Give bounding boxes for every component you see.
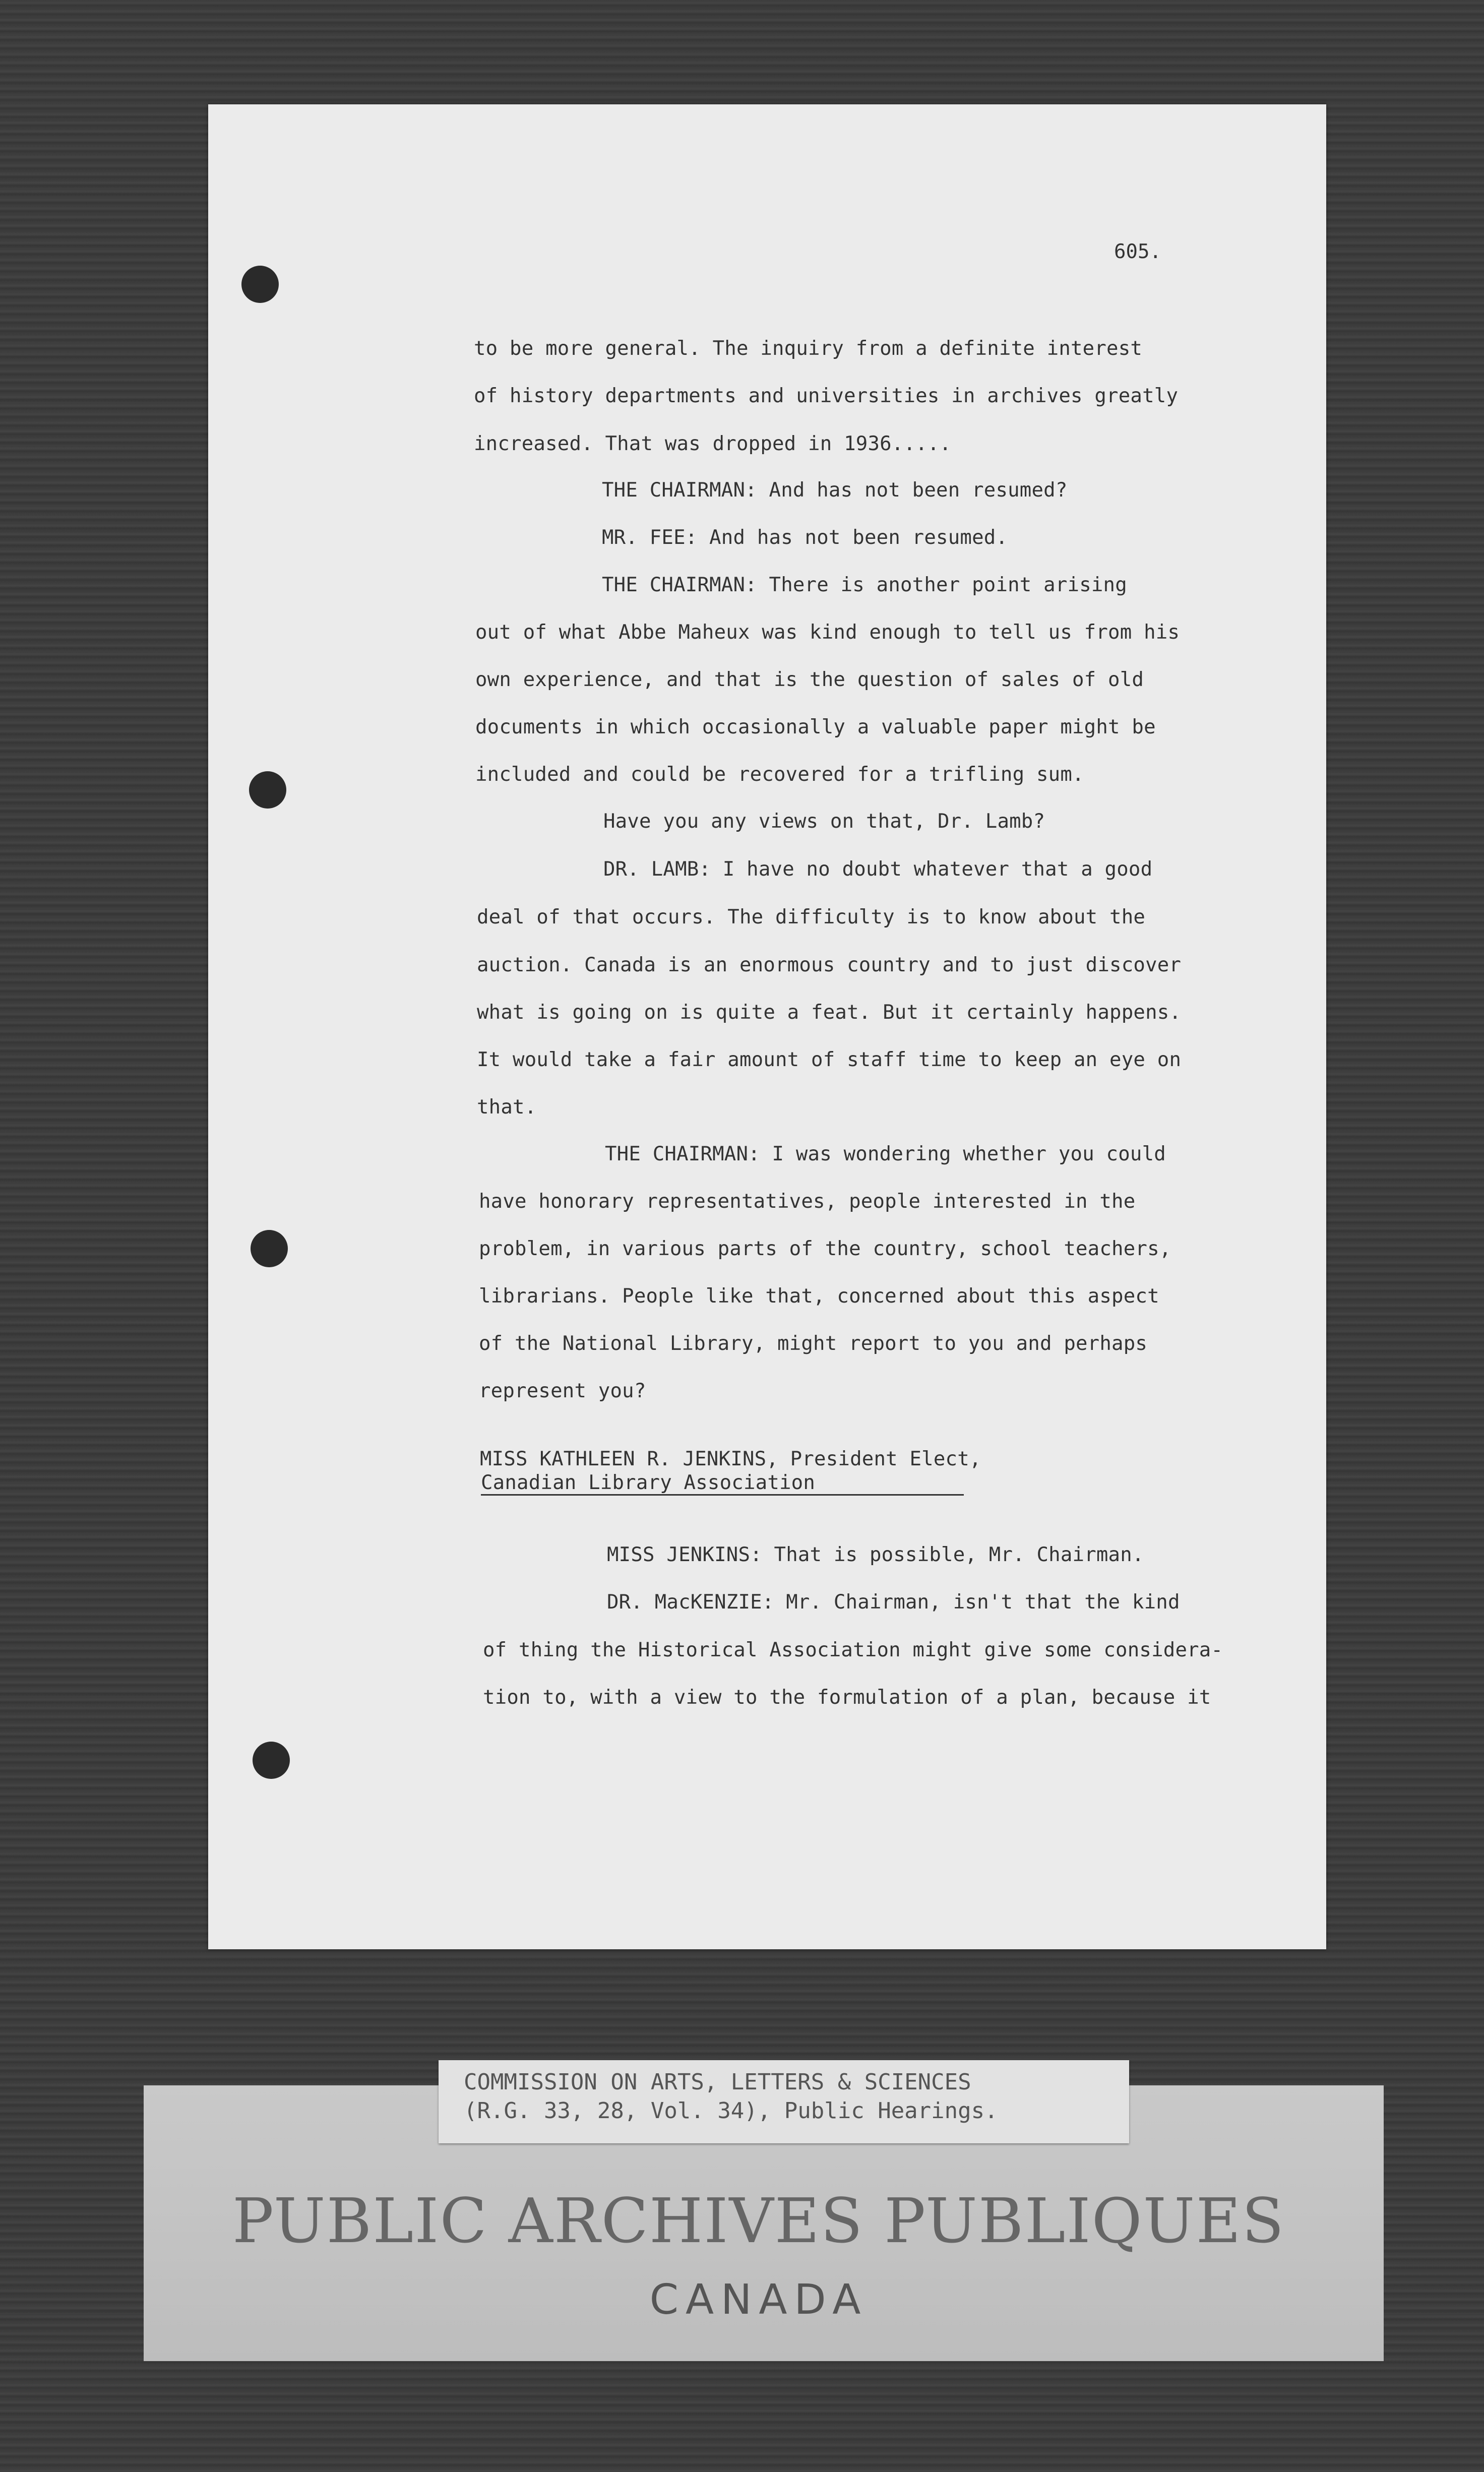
text-line: deal of that occurs. The difficulty is to know about the (477, 906, 1146, 929)
witness-heading: MISS KATHLEEN R. JENKINS, President Elect, (480, 1448, 981, 1470)
text-line: It would take a fair amount of staff time to keep an eye on (477, 1048, 1182, 1071)
page-number: 605. (1114, 240, 1161, 263)
text-line: increased. That was dropped in 1936..... (474, 432, 952, 455)
text-line: documents in which occasionally a valuable paper might be (475, 716, 1156, 738)
text-line: problem, in various parts of the country, school teachers, (479, 1238, 1171, 1260)
text-line: auction. Canada is an enormous country and to just discover (477, 954, 1182, 976)
punch-hole (251, 1230, 288, 1267)
speaker-line: DR. LAMB: I have no doubt whatever that a good (603, 858, 1153, 881)
text-line: represent you? (479, 1380, 646, 1402)
document-page (208, 104, 1326, 1949)
punch-hole (249, 771, 286, 809)
text-line: what is going on is quite a feat. But it certainly happens. (477, 1001, 1182, 1024)
archive-reference-card (439, 2060, 1129, 2143)
punch-hole (241, 266, 279, 303)
speaker-line: MR. FEE: And has not been resumed. (602, 526, 1008, 549)
archive-stamp-title: PUBLIC ARCHIVES PUBLIQUES (232, 2185, 1285, 2257)
speaker-line: THE CHAIRMAN: There is another point arising (602, 574, 1127, 596)
text-line: of history departments and universities in archives greatly (474, 385, 1179, 407)
text-line: of the National Library, might report to you and perhaps (479, 1332, 1148, 1355)
speaker-line: DR. MacKENZIE: Mr. Chairman, isn't that the kind (607, 1591, 1180, 1614)
text-line: own experience, and that is the question of sales of old (475, 668, 1144, 691)
archive-volume: (R.G. 33, 28, Vol. 34), Public Hearings. (464, 2098, 998, 2124)
text-line: tion to, with a view to the formulation of a plan, because it (483, 1686, 1211, 1709)
text-line: have honorary representatives, people interested in the (479, 1190, 1136, 1213)
text-line: out of what Abbe Maheux was kind enough to tell us from his (475, 621, 1180, 644)
archive-stamp-country: CANADA (649, 2276, 868, 2324)
text-line: to be more general. The inquiry from a definite interest (474, 337, 1143, 360)
speaker-line: THE CHAIRMAN: And has not been resumed? (602, 479, 1068, 502)
text-line: included and could be recovered for a trifling sum. (475, 763, 1084, 786)
text-line: Have you any views on that, Dr. Lamb? (603, 810, 1045, 833)
speaker-line: MISS JENKINS: That is possible, Mr. Chairman. (607, 1543, 1144, 1566)
punch-hole (253, 1742, 290, 1779)
text-line: librarians. People like that, concerned about this aspect (479, 1285, 1159, 1308)
heading-underline (481, 1494, 964, 1496)
witness-affiliation: Canadian Library Association (481, 1471, 816, 1494)
text-line: of thing the Historical Association might give some considera- (483, 1639, 1223, 1661)
archive-collection: COMMISSION ON ARTS, LETTERS & SCIENCES (464, 2069, 971, 2095)
text-line: that. (477, 1096, 537, 1119)
speaker-line: THE CHAIRMAN: I was wondering whether you could (605, 1143, 1166, 1165)
